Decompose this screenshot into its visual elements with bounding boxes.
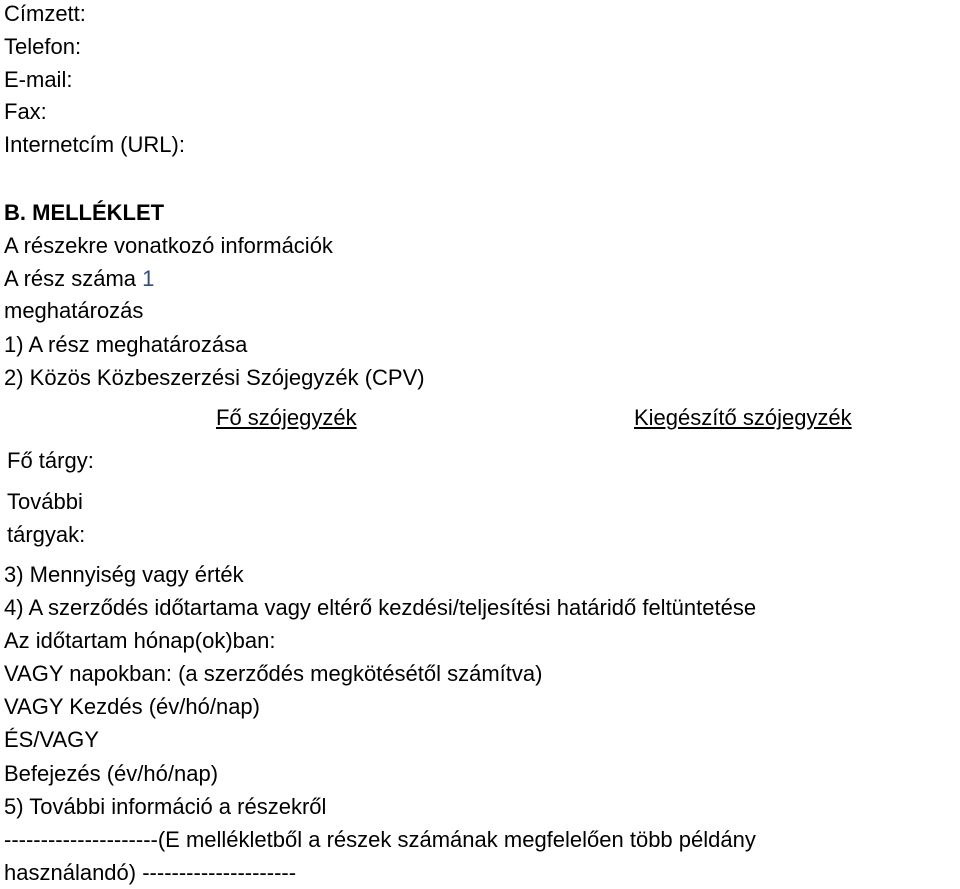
contact-email-label: E-mail: — [4, 67, 73, 92]
and-or: ÉS/VAGY — [4, 727, 99, 752]
item-3: 3) Mennyiség vagy érték — [4, 562, 244, 587]
part-number-value: 1 — [142, 266, 155, 291]
or-start: VAGY Kezdés (év/hó/nap) — [4, 694, 260, 719]
definition-label: meghatározás — [4, 298, 144, 323]
annex-title: B. MELLÉKLET — [4, 200, 165, 225]
contact-phone-label: Telefon: — [4, 34, 82, 59]
contact-recipient-label: Címzett: — [4, 1, 86, 26]
annex-subtitle: A részekre vonatkozó információk — [4, 233, 333, 258]
footer-line-1: ---------------------(E mellékletből a részek számának megfelelően több példány — [4, 827, 756, 852]
item-5: 5) További információ a részekről — [4, 794, 327, 819]
item-2: 2) Közös Közbeszerzési Szójegyzék (CPV) — [4, 365, 425, 390]
part-number-line — [4, 266, 154, 292]
cpv-row-additional-label-1: További — [7, 489, 83, 514]
footer-line-2: használandó) --------------------- — [4, 860, 297, 885]
item-1: 1) A rész meghatározása — [4, 332, 248, 357]
cpv-row-additional-label-2: tárgyak: — [7, 522, 86, 547]
duration-months: Az időtartam hónap(ok)ban: — [4, 628, 276, 653]
contact-url-label: Internetcím (URL): — [4, 132, 185, 157]
item-4: 4) A szerződés időtartama vagy eltérő kezdési/teljesítési határidő feltüntetése — [4, 595, 757, 620]
cpv-header-supplementary: Kiegészítő szójegyzék — [634, 405, 852, 430]
contact-fax-label: Fax: — [4, 99, 47, 124]
cpv-header-main: Fő szójegyzék — [216, 405, 357, 430]
cpv-row-main-label: Fő tárgy: — [7, 448, 94, 473]
or-days: VAGY napokban: (a szerződés megkötésétől számítva) — [4, 661, 543, 686]
part-number-label: A rész száma — [4, 266, 137, 291]
end-date: Befejezés (év/hó/nap) — [4, 761, 219, 786]
